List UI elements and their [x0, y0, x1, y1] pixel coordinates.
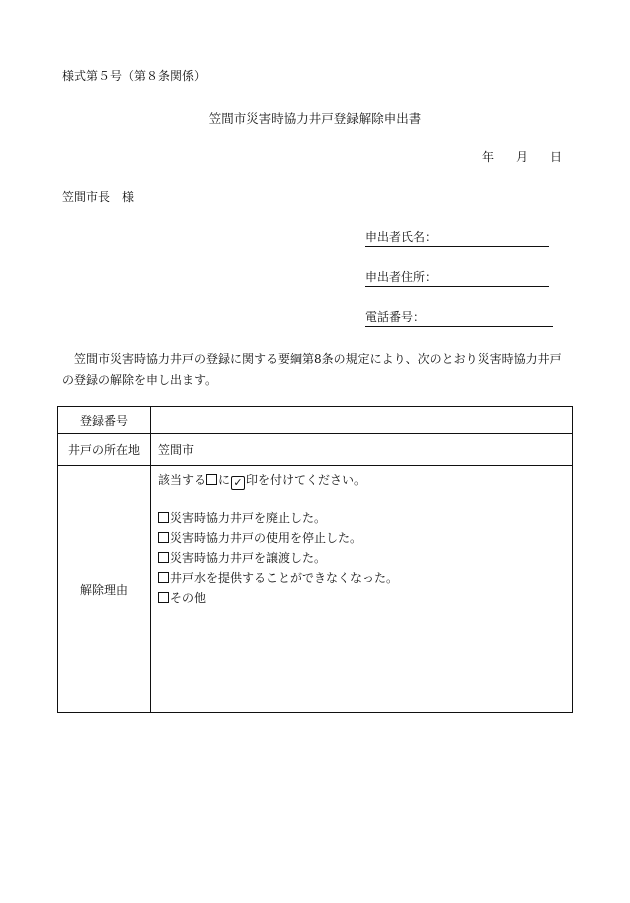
applicant-name-label: 申出者氏名： — [365, 230, 438, 244]
checkbox-icon[interactable] — [158, 532, 169, 543]
checkbox-icon[interactable] — [158, 552, 169, 563]
reason-option-label: 災害時協力井戸を譲渡した。 — [170, 551, 327, 565]
phone-number-field[interactable] — [365, 308, 553, 327]
date-month-label: 月 — [515, 150, 528, 164]
applicant-address-field[interactable] — [365, 268, 549, 287]
addressee: 笠間市長 様 — [62, 190, 135, 204]
reason-option[interactable] — [158, 588, 572, 608]
table-row — [58, 407, 573, 434]
date-line — [482, 148, 562, 165]
cancellation-reason-cell — [151, 466, 573, 713]
date-year-label: 年 — [481, 150, 494, 164]
instruction-text-post: 印を付けてください。 — [246, 473, 367, 487]
checkbox-icon[interactable] — [158, 572, 169, 583]
checkbox-icon[interactable] — [158, 592, 169, 603]
phone-number-label: 電話番号： — [365, 310, 426, 324]
applicant-name-field[interactable] — [365, 228, 549, 247]
application-table — [57, 406, 573, 713]
reason-instruction — [158, 470, 572, 490]
reason-option-label: 災害時協力井戸を廃止した。 — [170, 511, 327, 525]
cancellation-reason-label: 解除理由 — [58, 466, 151, 713]
checkbox-icon — [206, 474, 217, 485]
well-location-value[interactable]: 笠間市 — [151, 434, 573, 466]
reason-option[interactable] — [158, 568, 572, 588]
body-text: 笠間市災害時協力井戸の登録に関する要綱第8条の規定により、次のとおり災害時協力井戸の登録の解除を申し出ます。 — [62, 352, 562, 387]
reason-option-label: 災害時協力井戸の使用を停止した。 — [170, 531, 363, 545]
instruction-text-mid: に — [218, 473, 231, 487]
reason-option[interactable] — [158, 548, 572, 568]
instruction-text-pre: 該当する — [158, 473, 207, 487]
reason-option[interactable] — [158, 508, 572, 528]
reason-option-label: 井戸水を提供することができなくなった。 — [170, 571, 399, 585]
checkbox-icon[interactable] — [158, 512, 169, 523]
applicant-address-label: 申出者住所： — [365, 270, 438, 284]
registration-number-label: 登録番号 — [58, 407, 151, 434]
table-row — [58, 466, 573, 713]
reason-option-label: その他 — [170, 591, 207, 605]
reason-option[interactable] — [158, 528, 572, 548]
registration-number-value[interactable] — [151, 407, 573, 434]
table-row — [58, 434, 573, 466]
form-number: 様式第５号（第８条関係） — [62, 69, 207, 83]
date-day-label: 日 — [549, 150, 562, 164]
document-title: 笠間市災害時協力井戸登録解除申出書 — [208, 111, 422, 126]
checkmark-icon: ✓ — [231, 476, 245, 490]
well-location-label: 井戸の所在地 — [58, 434, 151, 466]
